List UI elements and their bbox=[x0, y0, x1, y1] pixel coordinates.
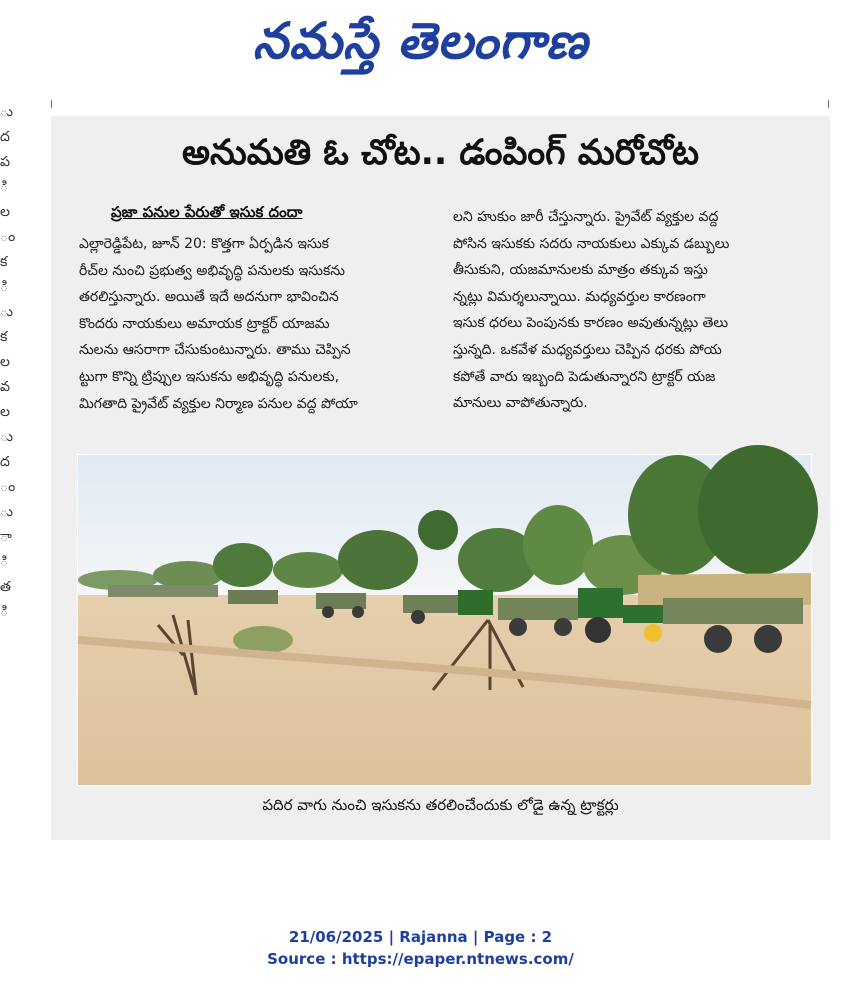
text-line: కొందరు నాయకులు అమాయక ట్రాక్టర్ యాజమ bbox=[79, 315, 330, 332]
edition-info: 21/06/2025 | Rajanna | Page : 2 bbox=[288, 928, 553, 946]
text-line: ఎల్లారెడ్డిపేట, జూన్ 20: కొత్తగా ఏర్పడిన ఇసుక bbox=[79, 236, 329, 252]
crop-mark-right bbox=[828, 100, 829, 108]
article-photo bbox=[77, 454, 812, 786]
text-line: కపోతే వారు ఇబ్బంది పెడుతున్నారని ట్రాక్టర్ యజ bbox=[453, 368, 716, 385]
photo-caption: పదిర వాగు నుంచి ఇసుకను తరలించేందుకు లోడై ఉన్న ట్రాక్టర్లు bbox=[262, 796, 619, 814]
article-column-right bbox=[453, 204, 805, 417]
text-line: పోసిన ఇసుకకు సదరు నాయకులు ఎక్కువ డబ్బులు bbox=[453, 235, 730, 252]
news-article bbox=[51, 116, 830, 840]
article-headline: అనుమతి ఓ చోట.. డంపింగ్ మరోచోట bbox=[182, 133, 699, 173]
text-line: మానులు వాపోతున్నారు. bbox=[453, 395, 588, 412]
page-footer bbox=[0, 926, 841, 970]
text-line: మిగతాది ప్రైవేట్ వ్యక్తుల నిర్మాణ పనుల వద్ద పోయా bbox=[79, 395, 358, 412]
article-column-left bbox=[79, 231, 439, 417]
source-link[interactable]: Source : https://epaper.ntnews.com/ bbox=[267, 950, 574, 968]
text-line: న్నట్లు విమర్శలున్నాయి. మధ్యవర్తుల కారణంగా bbox=[453, 288, 706, 305]
text-line: స్తున్నది. ఒకవేళ మధ్యవర్తులు చెప్పిన ధరకు పోయ bbox=[453, 341, 722, 358]
text-line: నులను ఆసరాగా చేసుకుంటున్నారు. తాము చెప్పిన bbox=[79, 342, 351, 359]
adjacent-column-strip: ు ద ప ి ల ం క ి ు క ల వ ల ు ద ం ు ా ి త ి bbox=[0, 104, 16, 620]
masthead-title: నమస్తే తెలంగాణ bbox=[252, 12, 589, 70]
text-line: రీచ్‌ల నుంచి ప్రభుత్వ అభివృద్ధి పనులకు ఇసుకను bbox=[79, 262, 345, 279]
article-subhead: ప్రజా పనుల పేరుతో ఇసుక దందా bbox=[111, 203, 303, 221]
text-line: తీసుకుని, యజమానులకు మాత్రం తక్కువ ఇస్తు bbox=[453, 262, 708, 279]
text-line: ట్టుగా కొన్ని ట్రిప్పుల ఇసుకను అభివృద్ధి పనులకు, bbox=[79, 368, 340, 385]
text-line: లని హుకుం జారీ చేస్తున్నారు. ప్రైవేట్ వ్యక్తుల వద్ద bbox=[453, 209, 719, 225]
crop-mark-left bbox=[51, 100, 52, 108]
text-line: ఇసుక ధరలు పెంపునకు కారణం అవుతున్నట్లు తెలు bbox=[453, 315, 729, 332]
text-line: తరలిస్తున్నారు. అయితే ఇదే అదనుగా భావించిన bbox=[79, 289, 339, 306]
